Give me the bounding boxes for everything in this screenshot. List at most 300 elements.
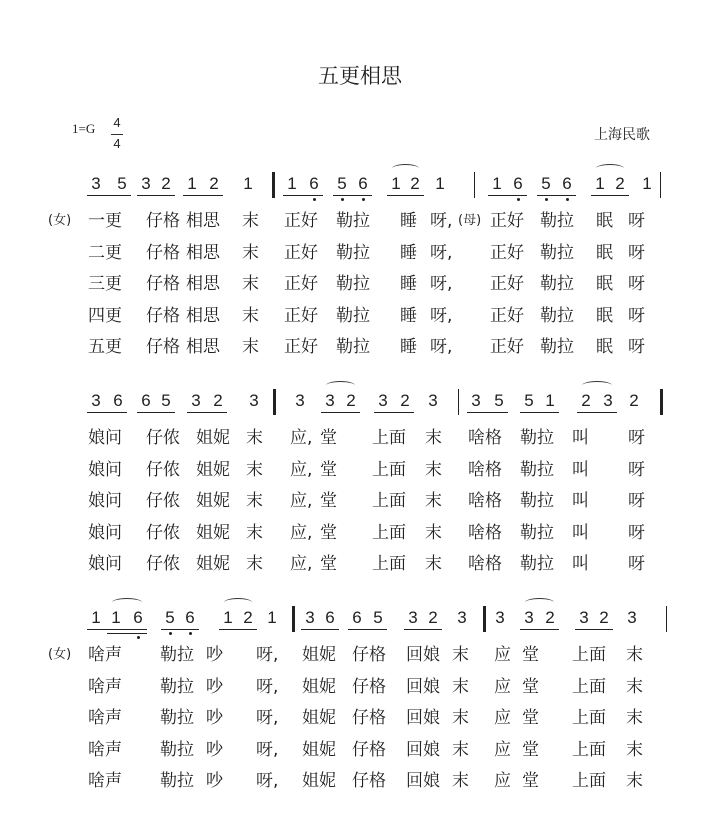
lyric: 呀 <box>628 491 645 511</box>
lyric: 吵 <box>206 739 223 760</box>
lyric: 末 <box>425 522 442 543</box>
slur <box>525 598 554 607</box>
lyric: 应 <box>494 676 511 697</box>
slur <box>596 164 624 173</box>
eighth-beam <box>301 629 339 630</box>
note: 1 <box>642 174 652 193</box>
lyric: 应, <box>290 554 313 574</box>
time-signature-bottom: 4 <box>113 136 121 151</box>
lyric: 眠 <box>596 242 613 263</box>
lyric: 末 <box>626 708 643 728</box>
note: 6 <box>358 174 368 193</box>
lyric: 末 <box>242 242 259 263</box>
barline <box>483 606 486 632</box>
barline <box>458 389 459 415</box>
note: 1 <box>545 391 555 410</box>
lyric: 末 <box>425 428 442 448</box>
note: 3 <box>627 608 637 627</box>
lyric: 仔格 <box>146 211 180 231</box>
note: 6 <box>352 608 362 627</box>
lyric: 啥格 <box>468 491 502 511</box>
lyric: 呀 <box>628 242 645 263</box>
lyric: 末 <box>246 459 263 480</box>
lyric: 呀, <box>256 771 279 791</box>
note: 3 <box>249 391 259 410</box>
eighth-beam <box>467 412 508 413</box>
note: 1 <box>91 608 101 627</box>
lyric: 应, <box>290 491 313 511</box>
lyric: 啥声 <box>88 645 122 665</box>
lyric: 叫 <box>572 428 589 448</box>
low-octave-dot <box>566 198 569 201</box>
low-octave-dot <box>517 198 520 201</box>
lyric: 末 <box>246 554 263 574</box>
time-signature-line <box>111 134 123 135</box>
lyric: 睡 <box>400 211 417 231</box>
barline <box>660 172 661 198</box>
lyric: 堂 <box>522 645 539 665</box>
eighth-beam <box>577 412 617 413</box>
lyric: 仔格 <box>146 337 180 357</box>
eighth-beam <box>348 629 387 630</box>
note: 5 <box>541 174 551 193</box>
note: 3 <box>305 608 315 627</box>
lyric: 仔格 <box>352 739 386 760</box>
lyric: 啥格 <box>468 428 502 448</box>
lyric: 啥声 <box>88 771 122 791</box>
lyric: 正好 <box>490 242 524 263</box>
lyric: 回娘 <box>406 771 440 791</box>
lyric: 睡 <box>400 305 417 326</box>
lyric: 仔格 <box>146 305 180 326</box>
lyric: 啥格 <box>468 554 502 574</box>
lyric: 堂 <box>320 522 337 543</box>
lyric: 四更 <box>88 305 122 326</box>
lyric: 呀 <box>628 554 645 574</box>
barline <box>273 389 276 415</box>
lyric: 呀, <box>256 739 279 760</box>
note: 1 <box>391 174 401 193</box>
note: 3 <box>378 391 388 410</box>
lyric: 堂 <box>320 554 337 574</box>
lyric: 姐妮 <box>196 522 230 543</box>
lyric: 相思 <box>186 274 220 294</box>
note: 5 <box>373 608 383 627</box>
lyric: 回娘 <box>406 676 440 697</box>
note: 3 <box>295 391 305 410</box>
lyric: 啥格 <box>468 522 502 543</box>
low-octave-dot <box>545 198 548 201</box>
note: 6 <box>141 391 151 410</box>
low-octave-dot <box>341 198 344 201</box>
note: 2 <box>161 174 171 193</box>
eighth-beam <box>87 629 147 630</box>
lyric: 一更 <box>88 211 122 231</box>
lyric: 姐妮 <box>196 428 230 448</box>
lyric: 上面 <box>572 771 606 791</box>
eighth-beam <box>374 412 414 413</box>
lyric: 睡 <box>400 337 417 357</box>
note: 2 <box>615 174 625 193</box>
eighth-beam <box>87 195 131 196</box>
lyric: 姐妮 <box>302 708 336 728</box>
lyric: 上面 <box>572 708 606 728</box>
lyric: 堂 <box>320 491 337 511</box>
eighth-beam <box>137 412 175 413</box>
note: 1 <box>111 608 121 627</box>
sixteenth-beam <box>107 633 147 634</box>
lyric: 叫 <box>572 554 589 574</box>
barline <box>272 172 275 198</box>
eighth-beam <box>488 195 527 196</box>
note: 2 <box>410 174 420 193</box>
lyric: 勒拉 <box>160 708 194 728</box>
note: 3 <box>579 608 589 627</box>
lyric: 上面 <box>572 645 606 665</box>
lyric: 末 <box>626 739 643 760</box>
lyric: 仔格 <box>352 708 386 728</box>
note: 1 <box>187 174 197 193</box>
lyric: 勒拉 <box>160 771 194 791</box>
lyric: 睡 <box>400 274 417 294</box>
lyric: 末 <box>246 522 263 543</box>
note: 5 <box>337 174 347 193</box>
slur <box>392 164 419 173</box>
eighth-beam <box>219 629 257 630</box>
note: 5 <box>161 391 171 410</box>
note: 3 <box>524 608 534 627</box>
note: 2 <box>209 174 219 193</box>
eighth-beam <box>575 629 613 630</box>
lyric: 应 <box>494 708 511 728</box>
lyric: 呀, <box>430 305 453 326</box>
lyric: 堂 <box>522 771 539 791</box>
note: 5 <box>165 608 175 627</box>
lyric: 末 <box>246 491 263 511</box>
slur <box>112 598 142 607</box>
lyric: 上面 <box>372 522 406 543</box>
lyric: 仔侬 <box>146 554 180 574</box>
lyric: 三更 <box>88 274 122 294</box>
lyric: 二更 <box>88 242 122 263</box>
lyric: 吵 <box>206 676 223 697</box>
lyric: 吵 <box>206 771 223 791</box>
lyric: 相思 <box>186 211 220 231</box>
low-octave-dot <box>362 198 365 201</box>
lyric: 堂 <box>522 708 539 728</box>
lyric: 末 <box>425 459 442 480</box>
lyric: 眠 <box>596 305 613 326</box>
low-octave-dot <box>189 632 192 635</box>
lyric: 仔格 <box>146 274 180 294</box>
lyric: 正好 <box>284 274 318 294</box>
note: 2 <box>581 391 591 410</box>
lyric: 仔侬 <box>146 522 180 543</box>
slur <box>326 381 355 390</box>
lyric: 正好 <box>490 274 524 294</box>
eighth-beam <box>387 195 424 196</box>
lyric: 相思 <box>186 305 220 326</box>
lyric: 勒拉 <box>520 491 554 511</box>
lyric: 姐妮 <box>302 645 336 665</box>
low-octave-dot <box>169 632 172 635</box>
lyric: 仔格 <box>352 771 386 791</box>
lyric: 勒拉 <box>336 211 370 231</box>
lyric: 勒拉 <box>520 554 554 574</box>
lyric: 末 <box>626 771 643 791</box>
note: 1 <box>595 174 605 193</box>
lyric: 勒拉 <box>160 739 194 760</box>
lyric: 叫 <box>572 522 589 543</box>
lyric: 勒拉 <box>540 242 574 263</box>
lyric: 末 <box>242 305 259 326</box>
lyric: 正好 <box>284 305 318 326</box>
lyric: 姐妮 <box>196 491 230 511</box>
lyric: 呀 <box>628 522 645 543</box>
lyric: 呀 <box>628 459 645 480</box>
note: 2 <box>629 391 639 410</box>
note: 3 <box>191 391 201 410</box>
eighth-beam <box>137 195 175 196</box>
lyric: 仔侬 <box>146 491 180 511</box>
lyric: 啥声 <box>88 676 122 697</box>
lyric: 啥格 <box>468 459 502 480</box>
note: 2 <box>428 608 438 627</box>
lyric: (女) <box>48 213 72 228</box>
eighth-beam <box>520 412 559 413</box>
lyric: 娘问 <box>88 428 122 448</box>
lyric: 勒拉 <box>540 337 574 357</box>
note: 1 <box>223 608 233 627</box>
eighth-beam <box>283 195 323 196</box>
lyric: 呀, <box>430 211 453 231</box>
lyric: 仔侬 <box>146 428 180 448</box>
lyric: 应, <box>290 459 313 480</box>
barline <box>474 172 475 198</box>
lyric: 末 <box>626 676 643 697</box>
time-signature-top: 4 <box>113 115 121 130</box>
lyric: 眠 <box>596 337 613 357</box>
lyric: 应, <box>290 428 313 448</box>
lyric: 姐妮 <box>196 554 230 574</box>
note: 1 <box>435 174 445 193</box>
lyric: 睡 <box>400 242 417 263</box>
lyric: 上面 <box>372 491 406 511</box>
lyric: (女) <box>48 647 72 662</box>
lyric: 勒拉 <box>160 676 194 697</box>
note: 2 <box>545 608 555 627</box>
key-signature: 1=G <box>72 121 96 136</box>
lyric: 眠 <box>596 211 613 231</box>
lyric: 仔格 <box>352 676 386 697</box>
note: 1 <box>287 174 297 193</box>
note: 2 <box>599 608 609 627</box>
eighth-beam <box>537 195 576 196</box>
lyric: 应 <box>494 645 511 665</box>
barline <box>660 389 663 415</box>
note: 6 <box>113 391 123 410</box>
note: 3 <box>471 391 481 410</box>
lyric: 勒拉 <box>540 211 574 231</box>
lyric: 勒拉 <box>520 428 554 448</box>
lyric: 吵 <box>206 708 223 728</box>
note: 3 <box>495 608 505 627</box>
lyric: 呀, <box>256 708 279 728</box>
lyric: 应 <box>494 771 511 791</box>
lyric: 娘问 <box>88 522 122 543</box>
note: 2 <box>400 391 410 410</box>
note: 6 <box>513 174 523 193</box>
lyric: 正好 <box>284 211 318 231</box>
lyric: 勒拉 <box>336 337 370 357</box>
lyric: 相思 <box>186 242 220 263</box>
note: 3 <box>408 608 418 627</box>
note: 3 <box>91 174 101 193</box>
eighth-beam <box>333 195 372 196</box>
note: 1 <box>492 174 502 193</box>
lyric: 末 <box>452 676 469 697</box>
song-title: 五更相思 <box>318 64 402 88</box>
note: 6 <box>185 608 195 627</box>
note: 1 <box>243 174 253 193</box>
eighth-beam <box>161 629 199 630</box>
lyric: 末 <box>626 645 643 665</box>
note: 2 <box>346 391 356 410</box>
composer-attribution: 上海民歌 <box>594 127 650 143</box>
note: 5 <box>494 391 504 410</box>
lyric: 正好 <box>490 305 524 326</box>
lyric: 正好 <box>490 337 524 357</box>
lyric: 叫 <box>572 491 589 511</box>
lyric: 回娘 <box>406 739 440 760</box>
eighth-beam <box>187 412 227 413</box>
lyric: 勒拉 <box>336 274 370 294</box>
note: 3 <box>325 391 335 410</box>
lyric: 呀, <box>430 337 453 357</box>
lyric: 姐妮 <box>196 459 230 480</box>
lyric: 呀, <box>256 676 279 697</box>
lyric: 堂 <box>522 676 539 697</box>
lyric: 末 <box>425 491 442 511</box>
note: 6 <box>325 608 335 627</box>
note: 2 <box>213 391 223 410</box>
lyric: 仔侬 <box>146 459 180 480</box>
lyric: 五更 <box>88 337 122 357</box>
lyric: 勒拉 <box>520 459 554 480</box>
eighth-beam <box>321 412 360 413</box>
lyric: 吵 <box>206 645 223 665</box>
lyric: 堂 <box>320 428 337 448</box>
lyric: 呀 <box>628 274 645 294</box>
lyric: 呀, <box>256 645 279 665</box>
lyric: 呀 <box>628 428 645 448</box>
eighth-beam <box>183 195 223 196</box>
lyric: 末 <box>452 708 469 728</box>
lyric: 呀 <box>628 337 645 357</box>
lyric: 呀, <box>430 274 453 294</box>
lyric: 勒拉 <box>520 522 554 543</box>
lyric: 末 <box>452 739 469 760</box>
note: 5 <box>117 174 127 193</box>
lyric: 回娘 <box>406 645 440 665</box>
eighth-beam <box>87 412 127 413</box>
lyric: 末 <box>242 274 259 294</box>
eighth-beam <box>520 629 559 630</box>
lyric: 姐妮 <box>302 676 336 697</box>
lyric: 上面 <box>372 459 406 480</box>
barline <box>292 606 295 632</box>
note: 3 <box>141 174 151 193</box>
lyric: 应 <box>494 739 511 760</box>
barline <box>666 606 667 632</box>
lyric: 娘问 <box>88 554 122 574</box>
lyric: 啥声 <box>88 708 122 728</box>
note: 3 <box>603 391 613 410</box>
lyric: 勒拉 <box>336 305 370 326</box>
lyric: 正好 <box>284 242 318 263</box>
slur <box>224 598 252 607</box>
eighth-beam <box>591 195 629 196</box>
lyric: (母) <box>458 213 482 228</box>
lyric: 相思 <box>186 337 220 357</box>
lyric: 末 <box>452 771 469 791</box>
lyric: 上面 <box>372 554 406 574</box>
lyric: 勒拉 <box>540 305 574 326</box>
lyric: 正好 <box>284 337 318 357</box>
lyric: 姐妮 <box>302 771 336 791</box>
note: 2 <box>243 608 253 627</box>
lyric: 末 <box>452 645 469 665</box>
lyric: 末 <box>242 211 259 231</box>
lyric: 末 <box>242 337 259 357</box>
lyric: 上面 <box>372 428 406 448</box>
lyric: 叫 <box>572 459 589 480</box>
lyric: 上面 <box>572 676 606 697</box>
lyric: 末 <box>246 428 263 448</box>
lyric: 娘问 <box>88 459 122 480</box>
lyric: 仔格 <box>146 242 180 263</box>
note: 3 <box>91 391 101 410</box>
note: 1 <box>267 608 277 627</box>
lyric: 娘问 <box>88 491 122 511</box>
note: 6 <box>562 174 572 193</box>
lyric: 回娘 <box>406 708 440 728</box>
lyric: 呀, <box>430 242 453 263</box>
lyric: 末 <box>425 554 442 574</box>
lyric: 上面 <box>572 739 606 760</box>
lyric: 勒拉 <box>336 242 370 263</box>
note: 6 <box>309 174 319 193</box>
lyric: 应, <box>290 522 313 543</box>
lyric: 勒拉 <box>540 274 574 294</box>
lyric: 堂 <box>522 739 539 760</box>
eighth-beam <box>404 629 442 630</box>
lyric: 啥声 <box>88 739 122 760</box>
lyric: 姐妮 <box>302 739 336 760</box>
lyric: 呀 <box>628 305 645 326</box>
lyric: 堂 <box>320 459 337 480</box>
note: 5 <box>524 391 534 410</box>
lyric: 正好 <box>490 211 524 231</box>
low-octave-dot <box>137 636 140 639</box>
note: 6 <box>133 608 143 627</box>
lyric: 仔格 <box>352 645 386 665</box>
slur <box>582 381 612 390</box>
lyric: 眠 <box>596 274 613 294</box>
note: 3 <box>428 391 438 410</box>
low-octave-dot <box>313 198 316 201</box>
lyric: 勒拉 <box>160 645 194 665</box>
